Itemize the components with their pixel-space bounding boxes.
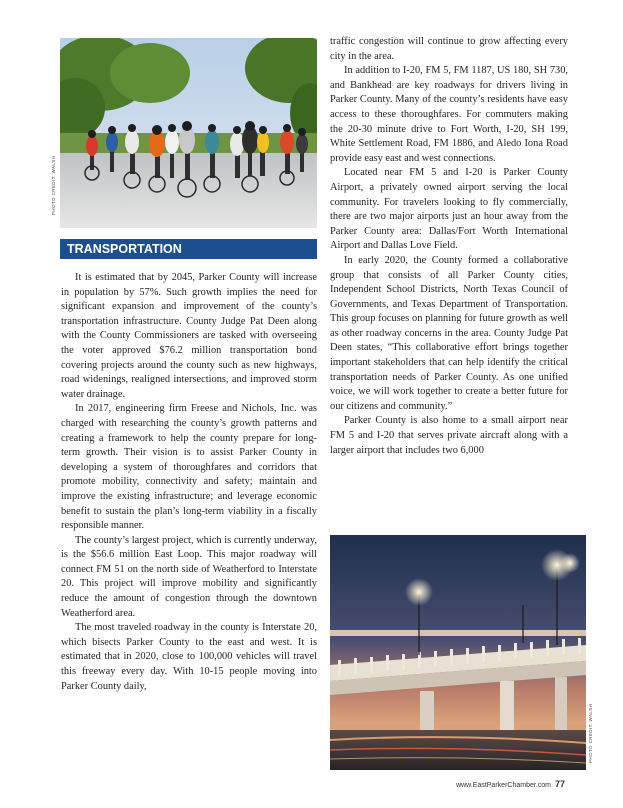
right-column	[330, 35, 568, 458]
section-heading-transportation: TRANSPORTATION	[60, 239, 317, 259]
photo-credit-bottom: PHOTO CREDIT: WALSH	[588, 703, 593, 763]
photo-credit-top: PHOTO CREDIT: WALSH	[51, 155, 56, 215]
cyclists-photo	[60, 38, 317, 228]
page-footer	[456, 779, 565, 789]
paragraph: traffic congestion will continue to grow affecting every city in the area.	[330, 36, 568, 62]
website-url: www.EastParkerChamber.com	[456, 782, 551, 789]
overpass-photo	[330, 535, 586, 770]
paragraph: In early 2020, the County formed a collaborative group that consists of all Parker County cities, Independent School Districts, North Texas Council of Governments, and Texas Department of Transportation. This group focuses on planning for future growth as well as other roadway concerns in the area. County Judge Pat Deen states, “This collaborative effort brings together important stakeholders that can help identify the critical transportation needs of Parker County. As one unified voice, we will work together to create a better future for our citizens and community.”	[330, 254, 568, 412]
paragraph: In 2017, engineering firm Freese and Nichols, Inc. was charged with researching the county’s growth patterns and creating a framework to help the county prepare for long-term growth. Their vision is to assist Parker County in developing a system of thoroughfares and corridors that promote mobility, connectivity and safety; maintain and improve the existing infrastructure; and leverage economic benefit to sustain the plan’s long-term viability in a fiscally responsible manner.	[61, 403, 317, 532]
paragraph: Located near FM 5 and I-20 is Parker County Airport, a privately owned airport serving the local community. For travelers looking to fly commercially, there are two major airports just an hour away from the Parker County area: Dallas/Fort Worth International Airport and Dallas Love Field.	[330, 167, 568, 252]
paragraph: The county’s largest project, which is currently underway, is the $56.6 million East Loop. This major roadway will connect FM 51 on the north side of Weatherford to Interstate 20. This project will improve mobility and significantly reduce the amount of congestion through the downtown Weatherford area.	[61, 534, 317, 619]
left-column	[61, 271, 317, 694]
paragraph: In addition to I-20, FM 5, FM 1187, US 180, SH 730, and Bankhead are key roadways for drivers living in Parker County. Many of the county’s residents have easy access to these thoroughfares. For commuters making the 20-30 minute drive to Fort Worth, I-20, SH 199, White Settlement Road, FM 1886, and Aledo Iona Road provide easy east and west connections.	[330, 65, 568, 164]
paragraph: It is estimated that by 2045, Parker County will increase in population by 57%. Such growth implies the need for significant expansion and improvement of the county’s transportation infrastructure. County Judge Pat Deen along with the County Commissioners are tasked with overseeing the voter approved $76.2 million transportation bond covering projects around the county such as new highways, road widenings, realigned intersections, and improved storm water drainage.	[61, 272, 317, 400]
paragraph: Parker County is also home to a small airport near FM 5 and I-20 that serves private aircraft along with a larger airport that includes two 6,000	[330, 415, 568, 456]
paragraph: The most traveled roadway in the county is Interstate 20, which bisects Parker County to the east and west. It is estimated that in 2020, close to 100,000 vehicles will travel this freeway every day. With 10-15 people moving into Parker County daily,	[61, 622, 317, 692]
page-number: 77	[554, 779, 565, 789]
